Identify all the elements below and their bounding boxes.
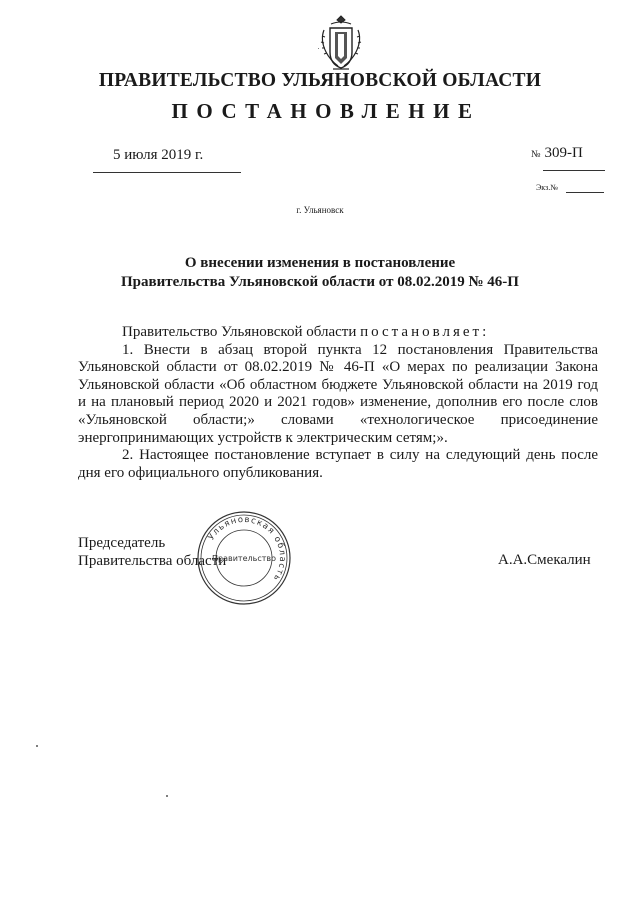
date-underline [93,172,241,173]
signatory-title-line-2: Правительства области [78,553,227,569]
scan-speck [36,745,38,747]
document-subject [0,254,640,292]
stamp-ring-text: Ульяновская область [206,514,288,584]
document-date: 5 июля 2019 г. [113,147,204,163]
number-underline [543,170,605,171]
subject-line-2: Правительства Ульяновской области от 08.02.2019 № 46-П [121,274,519,290]
official-stamp [194,508,294,608]
document-type-title: ПОСТАНОВЛЕНИЕ [171,99,481,123]
preamble-resolves: постановляет: [360,324,490,340]
signatory-name: А.А.Смекалин [498,552,591,568]
city: г. Ульяновск [296,205,344,215]
copy-number-label: Экз.№ [536,183,558,192]
copy-number-underline [566,192,604,193]
document-number [531,145,583,162]
coat-of-arms-emblem [318,14,364,72]
preamble-prefix: Правительство Ульяновской области [122,324,361,340]
item-2: 2. Настоящее постановление вступает в силу на следующий день после дня его официального опубликования. [78,447,598,481]
number-value: 309-П [544,145,583,161]
signatory-title-line-1: Председатель [78,535,166,551]
subject-line-1: О внесении изменения в постановление [184,255,456,271]
scan-speck [318,48,319,49]
item-1: 1. Внести в абзац второй пункта 12 постановления Правительства Ульяновской области от 08.02.2019 № 46-П «О мерах по реализации Закона Ульяновской области «Об областном бюджете Ульяновской области на 2019 год и на плановый период 2020 и 2021 годов» изменение, дополнив его после слов «Ульяновской области;» словами «технологическое присоединение энергопринимающих устройств к электрическим сетям;». [78,341,598,446]
scan-speck [166,795,168,797]
stamp-center-text: Правительство [212,554,276,563]
government-title: ПРАВИТЕЛЬСТВО УЛЬЯНОВСКОЙ ОБЛАСТИ [98,70,542,91]
number-sign: № [531,149,541,160]
document-body [78,324,598,482]
svg-text:Ульяновская область [207,515,288,584]
preamble [78,324,598,342]
